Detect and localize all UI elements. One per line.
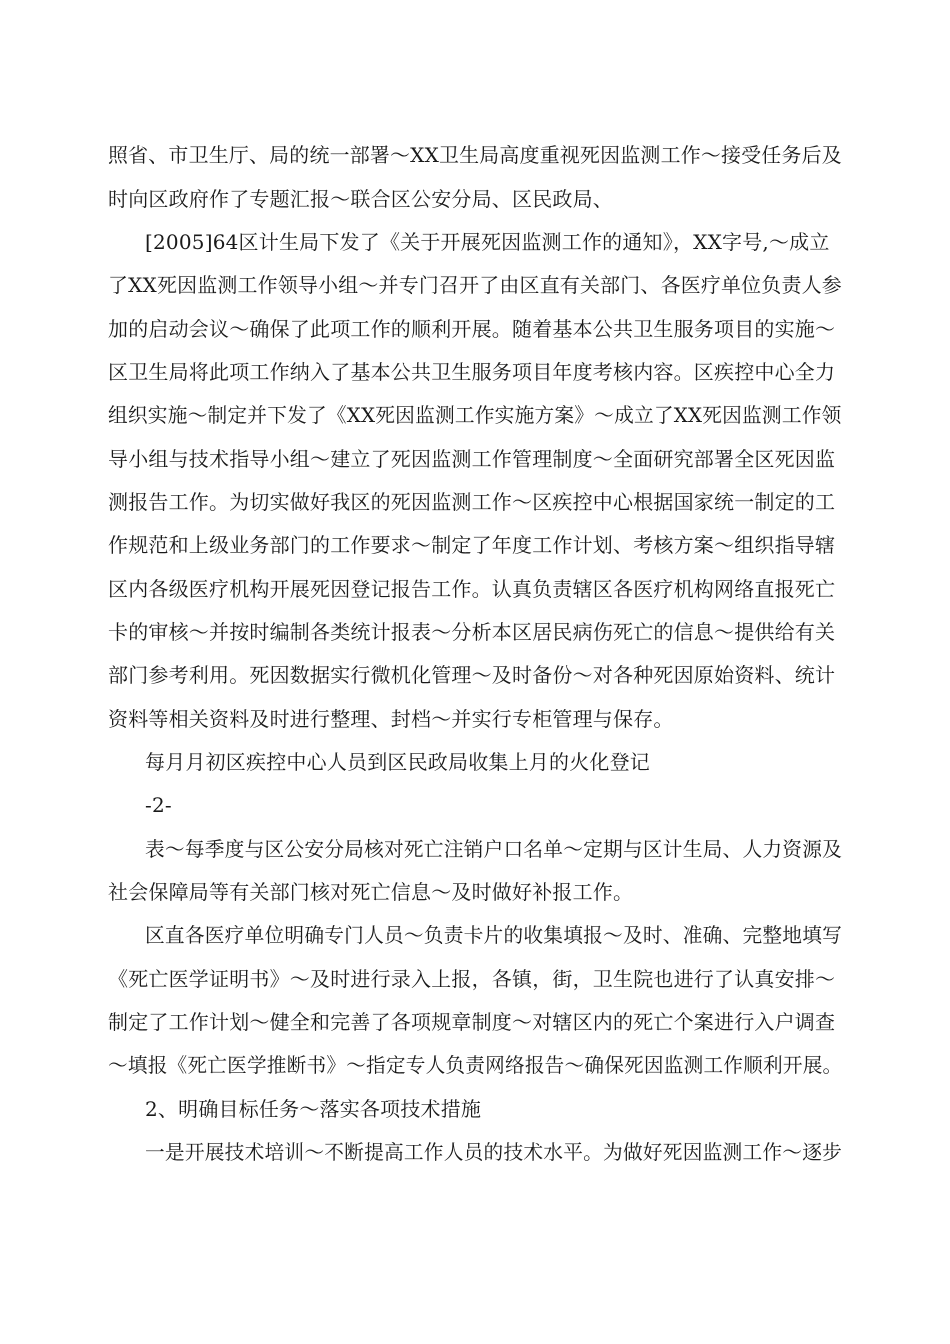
text-line: ～填报《死亡医学推断书》～指定专人负责网络报告～确保死因监测工作顺利开展。 — [108, 1053, 843, 1077]
text-line: 组织实施～制定并下发了《XX死因监测工作实施方案》～成立了XX死因监测工作领 — [108, 403, 842, 427]
text-line: 部门参考利用。死因数据实行微机化管理～及时备份～对各种死因原始资料、统计 — [108, 663, 836, 687]
text-line: [2005]64区计生局下发了《关于开展死因监测工作的通知》，XX字号,～成立 — [145, 230, 830, 254]
text-line: 导小组与技术指导小组～建立了死因监测工作管理制度～全面研究部署全区死因监 — [108, 447, 836, 471]
text-line: 社会保障局等有关部门核对死亡信息～及时做好补报工作。 — [108, 880, 634, 904]
text-line: 照省、市卫生厅、局的统一部署～XX卫生局高度重视死因监测工作～接受任务后及 — [108, 143, 842, 167]
text-line: 卡的审核～并按时编制各类统计报表～分析本区居民病伤死亡的信息～提供给有关 — [108, 620, 836, 644]
text-line: 资料等相关资料及时进行整理、封档～并实行专柜管理与保存。 — [108, 707, 674, 731]
text-line: 作规范和上级业务部门的工作要求～制定了年度工作计划、考核方案～组织指导辖 — [108, 533, 836, 557]
page-number: -2- — [145, 793, 172, 817]
text-line: 了XX死因监测工作领导小组～并专门召开了由区直有关部门、各医疗单位负责人参 — [108, 273, 842, 297]
text-line: 一是开展技术培训～不断提高工作人员的技术水平。为做好死因监测工作～逐步 — [145, 1140, 843, 1164]
text-line: 表～每季度与区公安分局核对死亡注销户口名单～定期与区计生局、人力资源及 — [145, 837, 843, 861]
section-heading: 2、明确目标任务～落实各项技术措施 — [145, 1097, 482, 1121]
text-line: 时向区政府作了专题汇报～联合区公安分局、区民政局、 — [108, 187, 613, 211]
text-line: 制定了工作计划～健全和完善了各项规章制度～对辖区内的死亡个案进行入户调查 — [108, 1010, 836, 1034]
text-line: 测报告工作。为切实做好我区的死因监测工作～区疾控中心根据国家统一制定的工 — [108, 490, 836, 514]
text-line: 加的启动会议～确保了此项工作的顺利开展。随着基本公共卫生服务项目的实施～ — [108, 317, 836, 341]
text-line: 区内各级医疗机构开展死因登记报告工作。认真负责辖区各医疗机构网络直报死亡 — [108, 577, 836, 601]
text-line: 每月月初区疾控中心人员到区民政局收集上月的火化登记 — [145, 750, 650, 774]
text-line: 区直各医疗单位明确专门人员～负责卡片的收集填报～及时、准确、完整地填写 — [145, 923, 843, 947]
text-line: 《死亡医学证明书》～及时进行录入上报，各镇，街，卫生院也进行了认真安排～ — [108, 967, 836, 991]
text-line: 区卫生局将此项工作纳入了基本公共卫生服务项目年度考核内容。区疾控中心全力 — [108, 360, 836, 384]
